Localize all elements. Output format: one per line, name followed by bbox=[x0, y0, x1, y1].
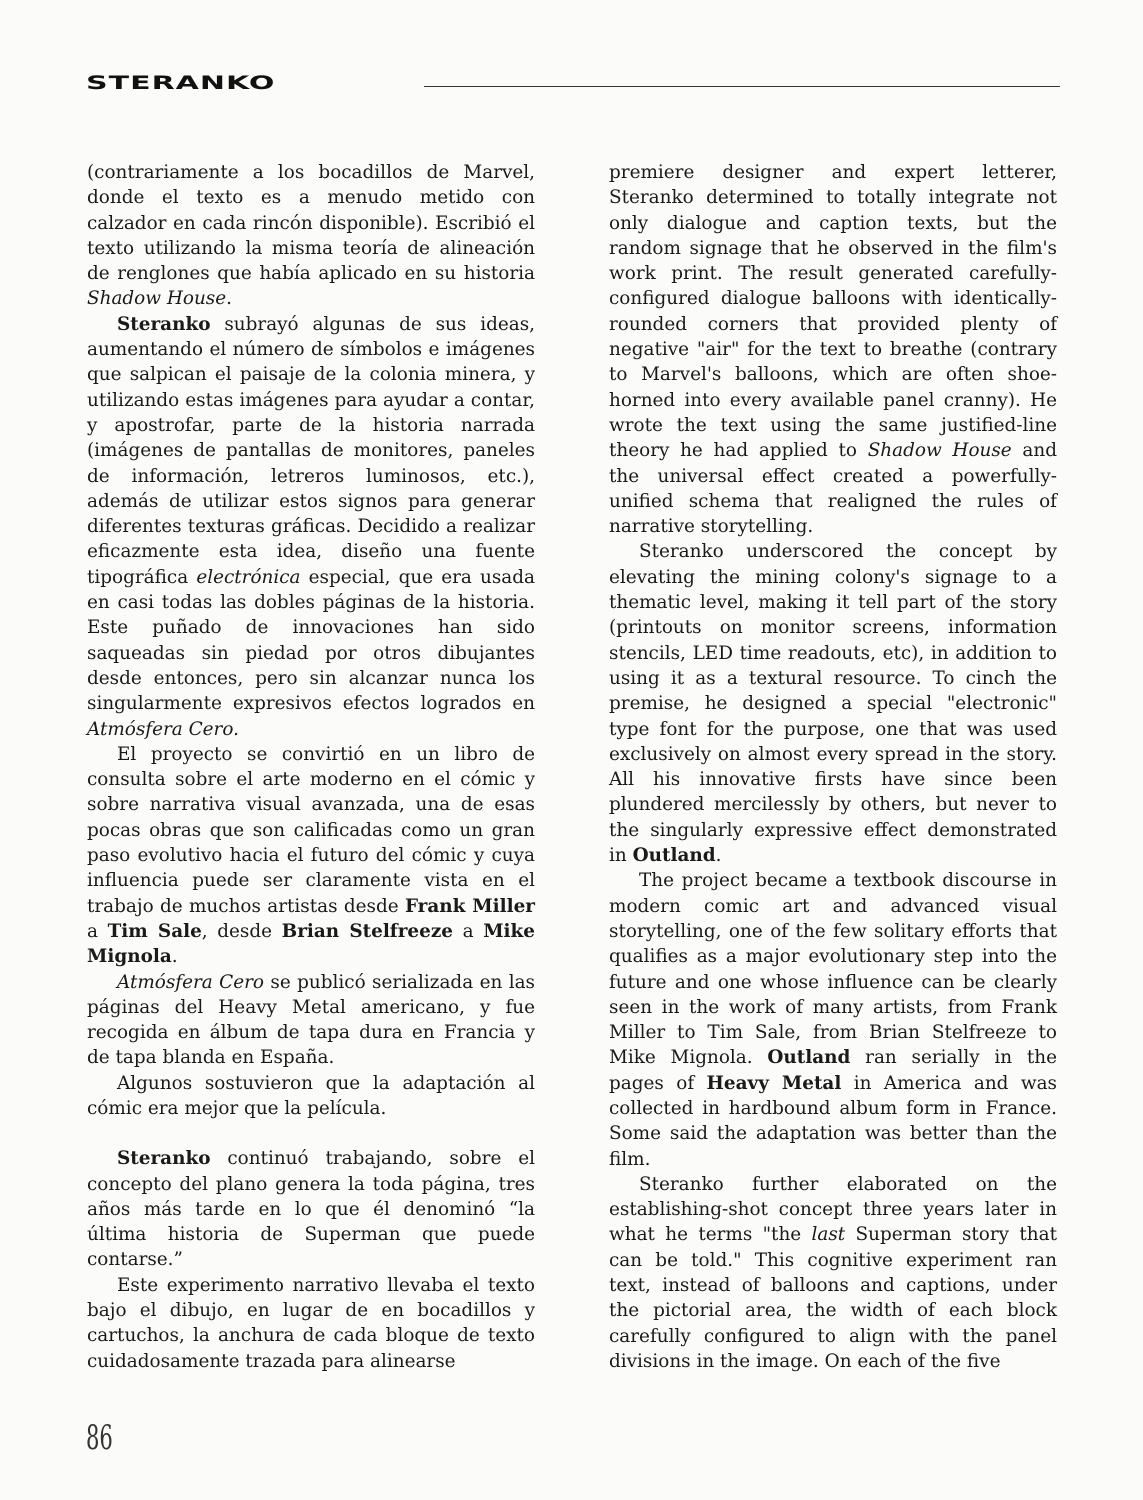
masthead bbox=[86, 70, 1060, 110]
left-paragraph-1: (contrariamente a los bocadillos de Marvel, donde el texto es a menudo metido con calzador en cada rincón disponible). Escribió el texto utilizando la misma teoría de alineación de renglones que había aplicado en su historia Shadow House. bbox=[87, 162, 535, 310]
right-paragraph-4: Steranko further elaborated on the establishing-shot concept three years later in what he terms "the last Superman story that can be told." This cognitive experiment ran text, instead of balloons and captions, under the pictorial area, the width of each block carefully configured to align with the panel divisions in the image. On each of the five bbox=[609, 1173, 1057, 1372]
right-column-english bbox=[609, 160, 1057, 1374]
page-number: 86 bbox=[86, 1418, 113, 1458]
left-paragraph-7: Este experimento narrativo llevaba el texto bajo el dibujo, en lugar de en bocadillos y cartuchos, la anchura de cada bloque de texto cuidadosamente trazada para alinearse bbox=[87, 1274, 535, 1372]
right-paragraph-1: premiere designer and expert letterer, Steranko determined to totally integrate not only dialogue and caption texts, but the random signage that he observed in the film's work print. The result generated carefully-configured dialogue balloons with identically-rounded corners that provided plenty of negative "air" for the text to breathe (contrary to Marvel's balloons, which are often shoe-horned into every available panel cranny). He wrote the text using the same justified-line theory he had applied to Shadow House and the universal effect created a powerfully-unified schema that realigned the rules of narrative storytelling. bbox=[609, 162, 1057, 538]
left-paragraph-2: Steranko subrayó algunas de sus ideas, aumentando el número de símbolos e imágenes que salpican el paisaje de la colonia minera, y utilizando estas imágenes para ayudar a contar, y apostrofar, parte de la historia narrada (imágenes de pantallas de monitores, paneles de información, letreros luminosos, etc.), además de utilizar estos signos para generar diferentes texturas gráficas. Decidido a realizar eficazmente esta idea, diseño una fuente tipográfica electrónica especial, que era usada en casi todas las dobles páginas de la historia. Este puñado de innovaciones han sido saqueadas sin piedad por otros dibujantes desde entonces, pero sin alcanzar nunca los singularmente expresivos efectos logrados en Atmósfera Cero. bbox=[87, 313, 535, 740]
header-rule bbox=[424, 86, 1060, 87]
steranko-logo: STERANKO bbox=[86, 72, 276, 94]
left-column-spanish bbox=[87, 160, 535, 1374]
right-paragraph-2: Steranko underscored the concept by elevating the mining colony's signage to a thematic level, making it tell part of the story (printouts on monitor screens, information stencils, LED time readouts, etc), in addition to using it as a textural resource. To cinch the premise, he designed a special "electronic" type font for the purpose, one that was used exclusively on almost every spread in the story. All his innovative firsts have since been plundered mercilessly by others, but never to the singularly expressive effect demonstrated in Outland. bbox=[609, 541, 1057, 867]
left-paragraph-4: Atmósfera Cero se publicó serializada en las páginas del Heavy Metal americano, y fue recogida en álbum de tapa dura en Francia y de tapa blanda en España. bbox=[87, 971, 535, 1069]
right-paragraph-3: The project became a textbook discourse in modern comic art and advanced visual storytelling, one of the few solitary efforts that qualifies as a major evolutionary step into the future and one whose influence can be clearly seen in the work of many artists, from Frank Miller to Tim Sale, from Brian Stelfreeze to Mike Mignola. Outland ran serially in the pages of Heavy Metal in America and was collected in hardbound album form in France. Some said the adaptation was better than the film. bbox=[609, 870, 1057, 1170]
left-paragraph-3: El proyecto se convirtió en un libro de consulta sobre el arte moderno en el cómic y sobre narrativa visual avanzada, una de esas pocas obras que son calificadas como un gran paso evolutivo hacia el futuro del cómic y cuya influencia puede ser claramente vista en el trabajo de muchos artistas desde Frank Miller a Tim Sale, desde Brian Stelfreeze a Mike Mignola. bbox=[87, 743, 535, 968]
left-paragraph-5: Algunos sostuvieron que la adaptación al cómic era mejor que la película. bbox=[87, 1072, 535, 1119]
left-paragraph-6: Steranko continuó trabajando, sobre el concepto del plano genera la toda página, tres años más tarde en lo que él denominó “la última historia de Superman que puede contarse.” bbox=[87, 1148, 535, 1271]
